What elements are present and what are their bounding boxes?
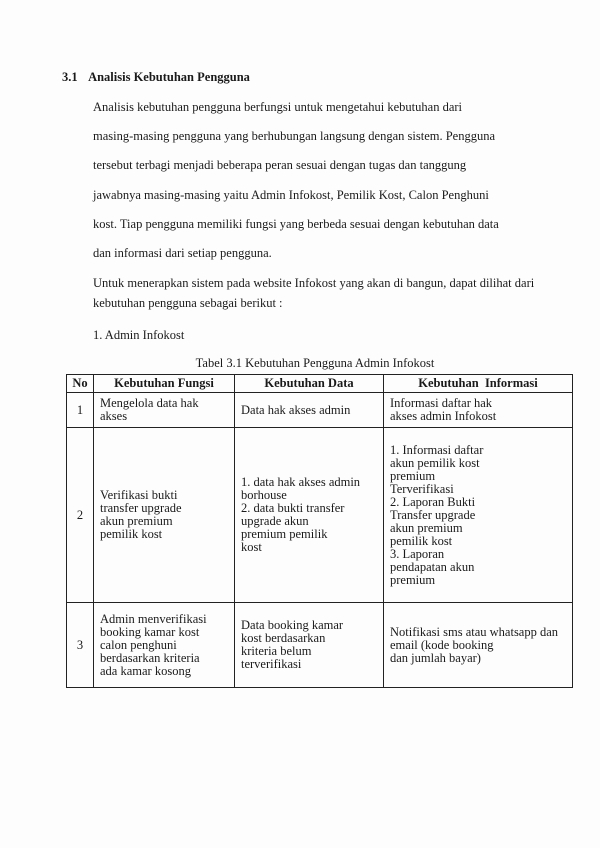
cell-line: kost berdasarkan	[241, 631, 326, 645]
cell-line: Admin menverifikasi	[100, 611, 207, 626]
section-title: Analisis Kebutuhan Pengguna	[88, 70, 250, 84]
cell-informasi	[384, 393, 573, 428]
cell-line: booking kamar kost	[100, 624, 200, 639]
cell-line: Notifikasi sms atau whatsapp dan	[390, 624, 559, 639]
cell-line: Verifikasi bukti	[100, 488, 178, 502]
paragraph-line: kebutuhan pengguna sebagai berikut :	[93, 296, 283, 310]
header-fungsi: Kebutuhan Fungsi	[94, 375, 235, 393]
cell-line: premium	[390, 572, 436, 587]
cell-line: 3. Laporan	[390, 546, 445, 561]
paragraph-line: dan informasi dari setiap pengguna.	[93, 246, 272, 260]
cell-line: 1. Informasi daftar	[390, 442, 484, 457]
cell-line: Informasi daftar hak	[390, 396, 493, 410]
cell-line: Data hak akses admin	[241, 402, 351, 417]
paragraph-line: tersebut terbagi menjadi beberapa peran sesuai dengan tugas dan tanggung	[93, 158, 467, 172]
cell-line: kost	[241, 540, 262, 554]
cell-line: akun premium	[390, 520, 463, 535]
cell-line: terverifikasi	[241, 657, 302, 671]
cell-line: transfer upgrade	[100, 501, 182, 515]
header-no: No	[67, 375, 94, 393]
cell-line: 1. data hak akses admin	[241, 475, 361, 489]
cell-fungsi	[94, 603, 235, 688]
cell-line: akses admin Infokost	[390, 409, 497, 423]
cell-line: berdasarkan kriteria	[100, 650, 200, 665]
cell-line: premium	[390, 468, 436, 483]
cell-line: borhouse	[241, 488, 287, 502]
requirements-table	[66, 374, 573, 688]
header-informasi: Kebutuhan Informasi	[384, 375, 573, 393]
paragraph-line: jawabnya masing-masing yaitu Admin Infokost, Pemilik Kost, Calon Penghuni	[93, 188, 489, 202]
cell-no: 3	[67, 603, 94, 688]
cell-line: premium pemilik	[241, 527, 328, 541]
cell-line: ada kamar kosong	[100, 663, 191, 678]
cell-no: 2	[67, 428, 94, 603]
section-number: 3.1	[62, 70, 78, 84]
paragraph-line: Analisis kebutuhan pengguna berfungsi untuk mengetahui kebutuhan dari	[93, 100, 463, 114]
cell-informasi	[384, 428, 573, 603]
cell-informasi	[384, 603, 573, 688]
cell-line: pemilik kost	[390, 533, 453, 548]
cell-fungsi	[94, 428, 235, 603]
paragraph-line: Untuk menerapkan sistem pada website Infokost yang akan di bangun, dapat dilihat dari	[93, 276, 535, 290]
cell-line: akun premium	[100, 514, 173, 528]
table-header-row	[67, 375, 573, 393]
cell-line: dan jumlah bayar)	[390, 650, 481, 665]
paragraph-line: masing-masing pengguna yang berhubungan langsung dengan sistem. Pengguna	[93, 129, 496, 143]
cell-line: Terverifikasi	[390, 481, 454, 496]
cell-no: 1	[67, 393, 94, 428]
table-row	[67, 603, 573, 688]
table-row	[67, 428, 573, 603]
cell-line: 2. data bukti transfer	[241, 501, 345, 515]
cell-data	[235, 428, 384, 603]
table-row	[67, 393, 573, 428]
cell-line: upgrade akun	[241, 514, 309, 528]
cell-data	[235, 603, 384, 688]
cell-fungsi	[94, 393, 235, 428]
paragraph-line: kost. Tiap pengguna memiliki fungsi yang berbeda sesuai dengan kebutuhan data	[93, 217, 499, 231]
cell-line: Mengelola data hak	[100, 396, 199, 410]
cell-line: pendapatan akun	[390, 559, 475, 574]
cell-data	[235, 393, 384, 428]
cell-line: akses	[100, 409, 128, 423]
table-caption: Tabel 3.1 Kebutuhan Pengguna Admin Infokost	[195, 356, 435, 370]
cell-line: email (kode booking	[390, 637, 494, 652]
header-data: Kebutuhan Data	[235, 375, 384, 393]
cell-line: 2. Laporan Bukti	[390, 494, 476, 509]
section-heading	[62, 70, 250, 85]
cell-line: calon penghuni	[100, 637, 177, 652]
cell-line: pemilik kost	[100, 527, 163, 541]
cell-line: Data booking kamar	[241, 618, 344, 632]
cell-line: Transfer upgrade	[390, 507, 476, 522]
cell-line: akun pemilik kost	[390, 455, 480, 470]
cell-line: kriteria belum	[241, 644, 312, 658]
list-item-admin: 1. Admin Infokost	[93, 328, 185, 342]
